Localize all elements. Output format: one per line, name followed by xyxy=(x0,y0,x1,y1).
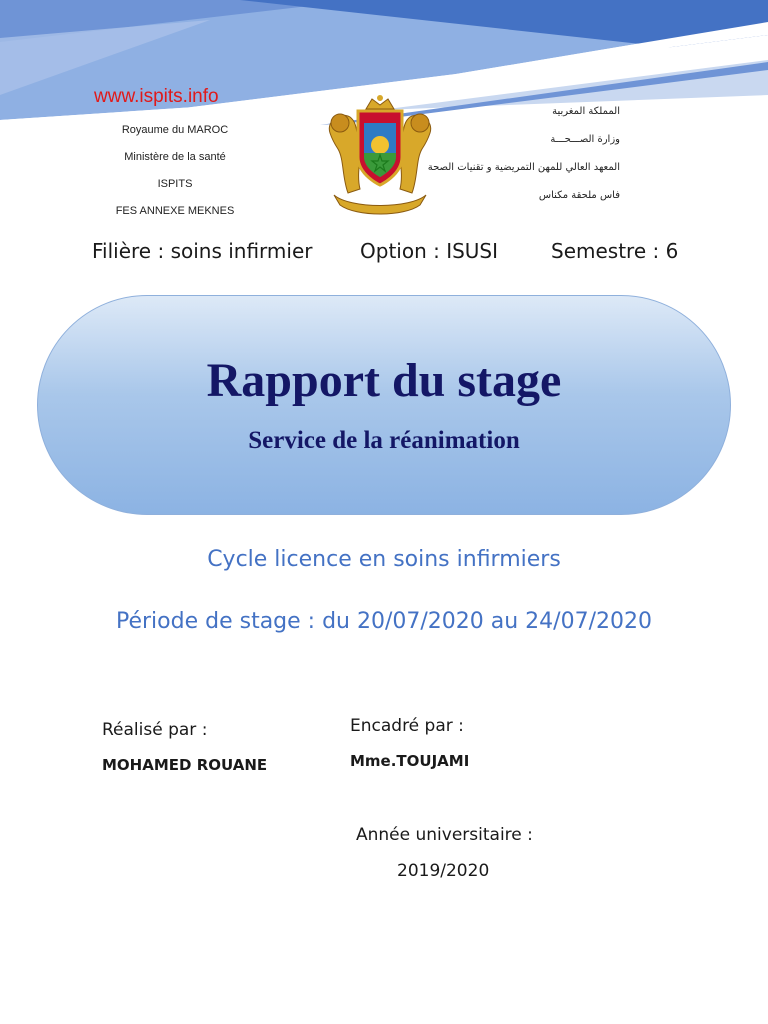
website-url[interactable]: www.ispits.info xyxy=(94,86,219,107)
institution-line-ar: فاس ملحقة مكناس xyxy=(538,190,620,201)
institution-line: Royaume du MAROC xyxy=(121,124,229,136)
institution-arabic xyxy=(427,98,620,210)
report-title: Rapport du stage xyxy=(206,354,562,407)
institution-line-ar: وزارة الصـــحـــة xyxy=(550,134,620,145)
institution-line: ISPITS xyxy=(157,178,193,190)
semestre-text: Semestre : 6 xyxy=(551,239,679,263)
coat-of-arms-icon xyxy=(320,93,440,218)
report-subtitle: Service de la réanimation xyxy=(248,427,520,454)
encadre-name: Mme.TOUJAMI xyxy=(350,752,470,770)
filiere-text: Filière : soins infirmier xyxy=(92,239,313,263)
institution-line-ar: المملكة المغربية xyxy=(552,106,620,117)
encadre-label: Encadré par : xyxy=(350,716,464,736)
institution-line: FES ANNEXE MEKNES xyxy=(115,205,235,217)
institution-line-ar: المعهد العالي للمهن التمريضية و تقنيات الصحة xyxy=(427,162,620,173)
option-text: Option : ISUSI xyxy=(360,239,499,263)
institution-french xyxy=(85,117,265,225)
annee-value: 2019/2020 xyxy=(397,861,490,881)
annee-label: Année universitaire : xyxy=(356,825,533,845)
realise-name: MOHAMED ROUANE xyxy=(102,756,268,774)
realise-label: Réalisé par : xyxy=(102,720,208,740)
institution-line: Ministère de la santé xyxy=(124,151,226,163)
title-box xyxy=(37,295,731,515)
cycle-text: Cycle licence en soins infirmiers xyxy=(207,547,561,572)
periode-text: Période de stage : du 20/07/2020 au 24/07/2020 xyxy=(115,609,652,634)
